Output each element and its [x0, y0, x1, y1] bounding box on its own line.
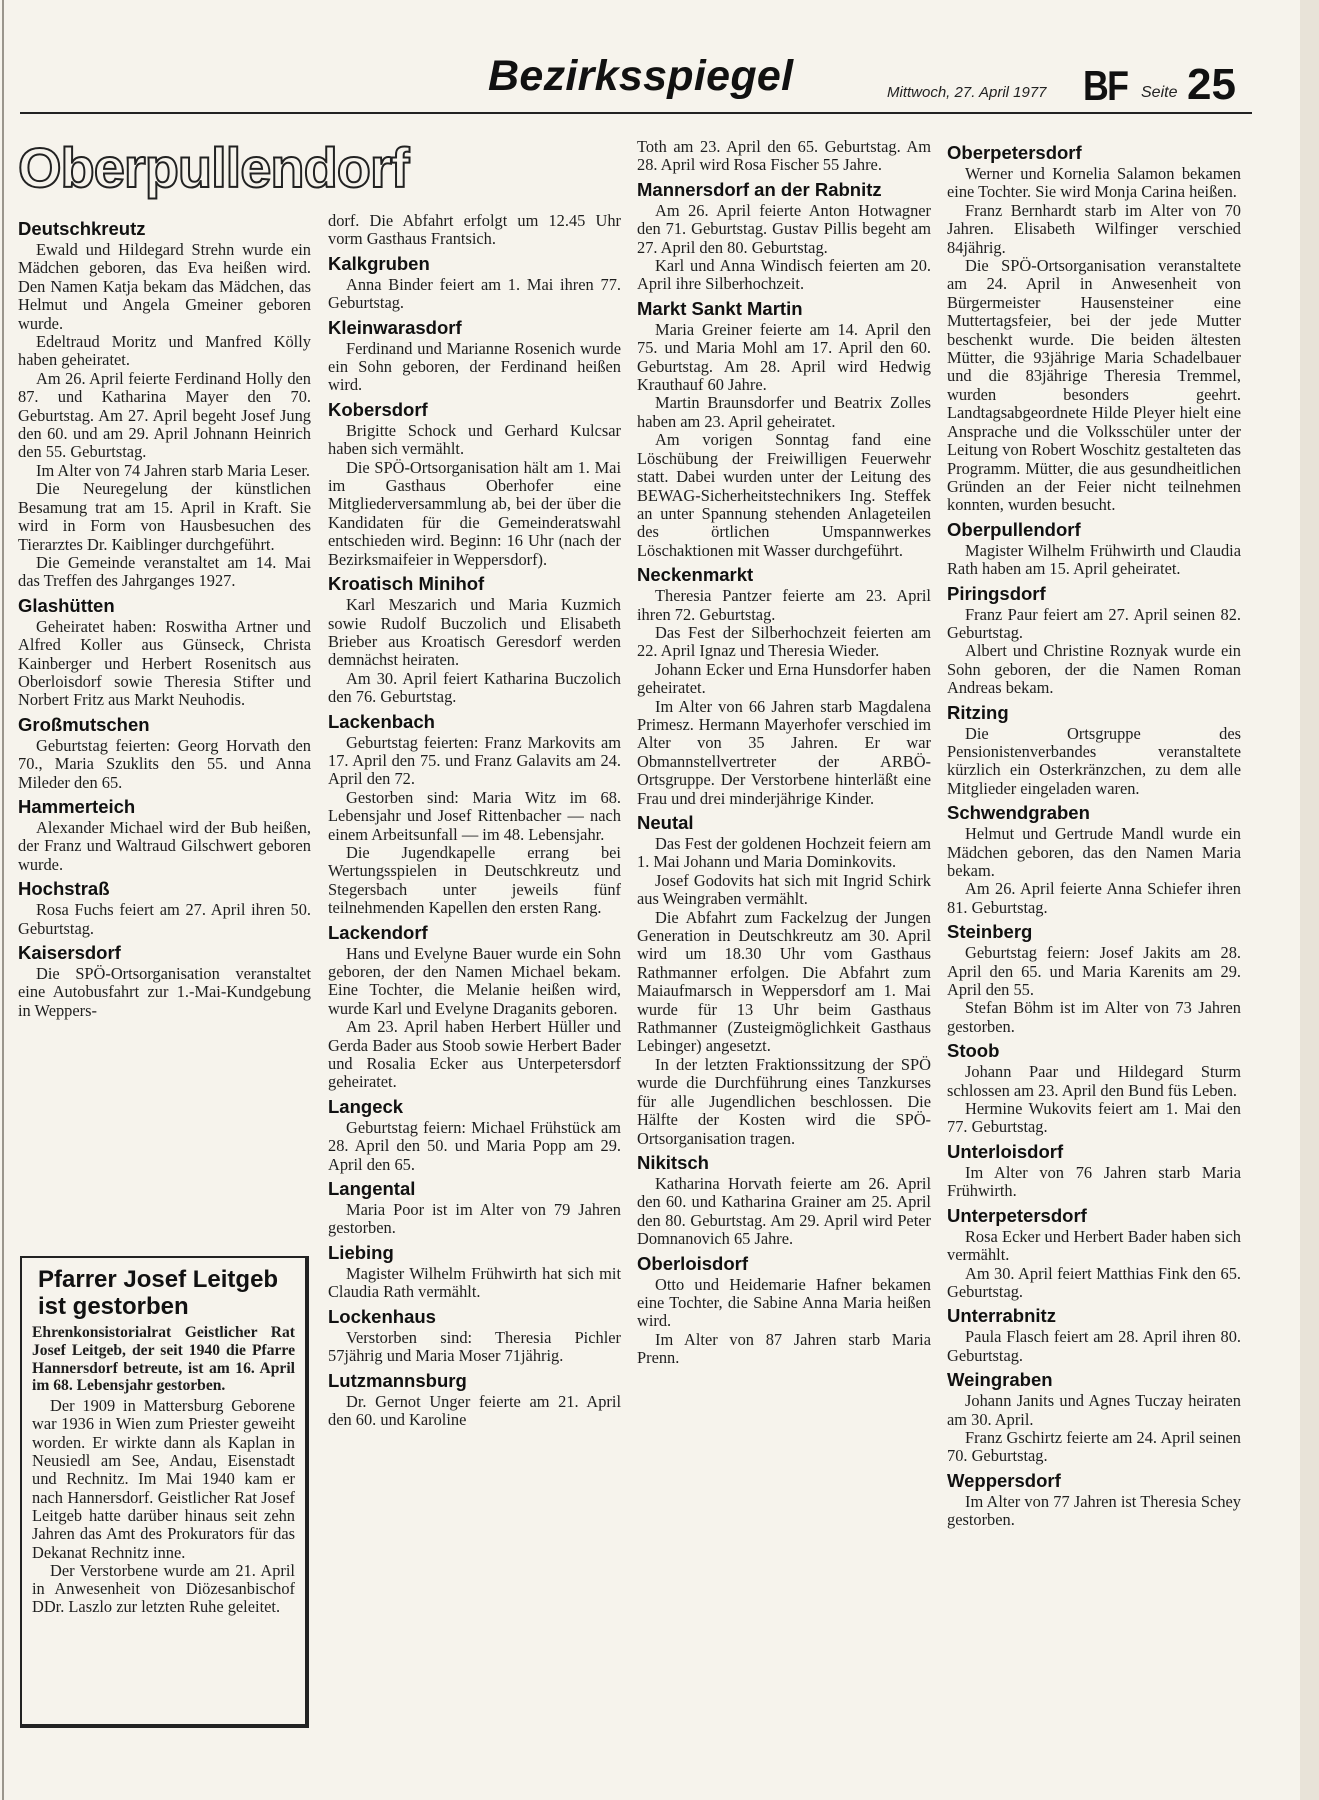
news-paragraph: Paula Flasch feiert am 28. April ihren 80. Geburtstag.	[947, 1327, 1241, 1365]
news-section	[947, 1205, 1241, 1302]
obituary-box	[20, 1256, 309, 1728]
news-paragraph: Geburtstag feiern: Michael Frühstück am 28. April den 50. und Maria Popp am 29. April den 65.	[328, 1117, 621, 1174]
section-heading: Neutal	[637, 812, 694, 833]
section-heading: Weppersdorf	[947, 1469, 1061, 1491]
news-paragraph: Die SPÖ-Ortsorganisation veranstaltet eine Autobusfahrt zur 1.-Mai-Kundgebung in Weppers-	[18, 964, 311, 1020]
news-section	[18, 796, 311, 874]
section-heading: Langental	[328, 1178, 416, 1200]
news-section	[947, 921, 1241, 1036]
district-title: Oberpullendorf	[18, 136, 409, 199]
news-paragraph: Die Ortsgruppe des Pensionistenverbandes veranstaltete kürzlich ein Osterkränzchen, zu dem alle Mitglieder eingeladen waren.	[947, 723, 1241, 798]
news-paragraph: Helmut und Gertrude Mandl wurde ein Mädchen geboren, das den Namen Maria bekam.	[947, 824, 1241, 880]
news-paragraph: Geburtstag feierten: Georg Horvath den 70., Maria Szuklits den 55. und Anna Mileder den 65.	[18, 735, 311, 792]
section-heading: Glashütten	[18, 594, 115, 616]
news-paragraph: Am 30. April feiert Matthias Fink den 65. Geburtstag.	[947, 1263, 1241, 1301]
page-label: Seite	[1141, 84, 1178, 101]
news-paragraph: Am 30. April feiert Katharina Buczolich den 76. Geburtstag.	[328, 668, 621, 707]
news-paragraph: In der letzten Fraktionssitzung der SPÖ wurde die Durchführung eines Tanzkurses für alle Jugendlichen beschlossen. Die Hälfte der Kosten wird die SPÖ-Ortsorganisation tragen.	[637, 1054, 931, 1148]
news-section	[637, 1253, 931, 1368]
news-paragraph: Geheiratet haben: Roswitha Artner und Alfred Koller aus Günseck, Christa Kainberger und Herbert Rosenitsch aus Oberloisdorf sowie Theresia Stifter und Norbert Fritz aus Markt Neuhodis.	[18, 616, 311, 710]
news-paragraph: Die SPÖ-Ortsorganisation hält am 1. Mai im Gasthaus Oberhofer eine Mitgliederversammlung ab, bei der über die Kandidaten für die Gemeinderatswahl entschieden wird. Beginn: 16 Uhr (nach der Bezirksmaifeier in Weppersdorf).	[328, 457, 621, 569]
section-heading: Großmutschen	[18, 713, 150, 735]
news-paragraph: Johann Paar und Hildegard Sturm schlossen am 23. April den Bund füs Leben.	[947, 1062, 1241, 1100]
news-paragraph: Alexander Michael wird der Bub heißen, der Franz und Waltraud Gilschwert geboren wurde.	[18, 817, 311, 874]
news-paragraph: Die Jugendkapelle errang bei Wertungsspielen in Deutschkreutz und Stegersbach unter jeweils fünf teilnehmenden Kapellen den ersten Rang.	[328, 842, 621, 918]
news-section	[947, 1470, 1241, 1530]
news-paragraph: Im Alter von 76 Jahren starb Maria Frühwirth.	[947, 1162, 1241, 1201]
section-heading: Steinberg	[947, 921, 1033, 943]
news-paragraph: Ferdinand und Marianne Rosenich wurde ein Sohn geboren, der Ferdinand heißen wird.	[328, 338, 621, 395]
news-paragraph: Rosa Ecker und Herbert Bader haben sich vermählt.	[947, 1226, 1241, 1265]
page-margin	[1300, 0, 1319, 1800]
section-heading: Lackendorf	[328, 921, 428, 943]
news-section	[947, 142, 1241, 515]
section-heading: Kroatisch Minihof	[328, 573, 485, 595]
news-section	[328, 317, 621, 395]
news-section	[947, 1369, 1241, 1466]
news-paragraph: Johann Janits und Agnes Tuczay heiraten am 30. April.	[947, 1391, 1241, 1429]
news-paragraph: Hans und Evelyne Bauer wurde ein Sohn geboren, der den Namen Michael bekam. Eine Tochter, die Melanie heißen wird, wurde Karl und Evelyne Draganits geboren.	[328, 943, 621, 1018]
news-paragraph: Die Neuregelung der künstlichen Besamung trat am 15. April in Kraft. Sie wird in Form von Hausbesuchen des Tierarztes Dr. Kaiblinger durchgeführt.	[18, 479, 311, 554]
news-paragraph: Geburtstag feiern: Josef Jakits am 28. April den 65. und Maria Karenits am 29. April den 55.	[947, 943, 1241, 1000]
news-paragraph: Die Gemeinde veranstaltet am 14. Mai das Treffen des Jahrganges 1927.	[18, 552, 311, 591]
section-heading: Neckenmarkt	[637, 564, 754, 586]
news-section	[328, 922, 621, 1092]
news-paragraph: Das Fest der goldenen Hochzeit feiern am 1. Mai Johann und Maria Dominkovits.	[637, 834, 931, 872]
section-heading: Schwendgraben	[947, 802, 1090, 824]
issue-date: Mittwoch, 27. April 1977	[887, 84, 1047, 101]
news-section	[328, 1096, 621, 1174]
obituary-lead: Ehrenkonsistorialrat Geistlicher Rat Josef Leitgeb, der seit 1940 die Pfarre Hannersdorf betreute, ist am 16. April im 68. Lebensjahr gestorben.	[32, 1324, 295, 1395]
news-paragraph: Maria Greiner feierte am 14. April den 75. und Maria Mohl am 17. April den 60. Geburtstag. Am 28. April wird Hedwig Krauthauf 60 Jahre.	[637, 319, 931, 395]
section-heading: Mannersdorf an der Rabnitz	[637, 178, 882, 200]
news-paragraph: Die Abfahrt zum Fackelzug der Jungen Generation in Deutschkreutz am 30. April wird um 18.30 Uhr vom Gasthaus Rathmanner erfolgen. Die Abfahrt zum Maiaufmarsch in Weppersdorf am 1. Mai wurde für 13 Uhr beim Gasthaus Rathmanner (Zusteigmöglichkeit Gasthaus Lebinger) angesetzt.	[637, 907, 931, 1056]
news-paragraph: Franz Gschirtz feierte am 24. April seinen 70. Geburtstag.	[947, 1427, 1241, 1466]
section-heading: Langeck	[328, 1095, 404, 1117]
section-heading: Lockenhaus	[328, 1305, 436, 1327]
news-paragraph: Am 26. April feierte Anna Schiefer ihren 81. Geburtstag.	[947, 879, 1241, 917]
news-paragraph: Franz Bernhardt starb im Alter von 70 Jahren. Elisabeth Wilfinger verschied 84jährig.	[947, 200, 1241, 257]
section-heading: Hochstraß	[18, 878, 110, 900]
section-heading: Kleinwarasdorf	[328, 316, 462, 338]
news-paragraph: Rosa Fuchs feiert am 27. April ihren 50. Geburtstag.	[18, 900, 311, 938]
news-section	[328, 1306, 621, 1366]
news-section	[947, 1141, 1241, 1201]
news-paragraph: Otto und Heidemarie Hafner bekamen eine Tochter, die Sabine Anna Maria heißen wird.	[637, 1274, 931, 1331]
newspaper-logo: BF	[1083, 62, 1128, 109]
news-paragraph: Am 26. April feierte Ferdinand Holly den 87. und Katharina Mayer den 70. Geburtstag. Am 27. April begeht Josef Jung den 60. und am 29. April Johnann Heinrich den 55. Geburtstag.	[18, 368, 311, 462]
news-section	[947, 802, 1241, 917]
news-section	[637, 298, 931, 560]
column-1	[18, 214, 311, 1240]
news-section	[947, 702, 1241, 799]
news-section	[328, 253, 621, 313]
news-paragraph: Josef Godovits hat sich mit Ingrid Schirk aus Weingraben vermählt.	[637, 870, 931, 909]
news-section	[637, 179, 931, 294]
news-section	[328, 573, 621, 706]
news-paragraph: Magister Wilhelm Frühwirth hat sich mit Claudia Rath vermählt.	[328, 1263, 621, 1302]
news-section	[947, 1305, 1241, 1365]
news-paragraph: Im Alter von 77 Jahren ist Theresia Schey gestorben.	[947, 1491, 1241, 1530]
news-section	[637, 1152, 931, 1249]
news-section	[18, 714, 311, 792]
news-section	[328, 1370, 621, 1430]
news-paragraph: Im Alter von 87 Jahren starb Maria Prenn.	[637, 1329, 931, 1368]
section-heading: Piringsdorf	[947, 582, 1046, 604]
news-paragraph: Toth am 23. April den 65. Geburtstag. Am 28. April wird Rosa Fischer 55 Jahre.	[637, 138, 931, 175]
news-paragraph: Magister Wilhelm Frühwirth und Claudia Rath haben am 15. April geheiratet.	[947, 540, 1241, 579]
news-paragraph: Brigitte Schock und Gerhard Kulcsar haben sich vermählt.	[328, 420, 621, 459]
section-heading: Lutzmannsburg	[328, 1369, 467, 1391]
news-paragraph: Maria Poor ist im Alter von 79 Jahren gestorben.	[328, 1200, 621, 1238]
section-heading: Oberpullendorf	[947, 518, 1081, 540]
news-section	[637, 564, 931, 808]
news-section	[328, 1242, 621, 1302]
news-paragraph: Hermine Wukovits feiert am 1. Mai den 77. Geburtstag.	[947, 1099, 1241, 1137]
news-paragraph: Am 26. April feierte Anton Hotwagner den 71. Geburtstag. Gustav Pillis begeht am 27. April den 80. Geburtstag.	[637, 200, 931, 257]
news-section	[18, 218, 311, 591]
news-section	[18, 942, 311, 1020]
section-heading: Deutschkreutz	[18, 218, 146, 239]
column-3	[637, 138, 931, 1732]
news-paragraph: Geburtstag feierten: Franz Markovits am 17. April den 75. und Franz Galavits am 24. April den 72.	[328, 732, 621, 789]
masthead-rule	[20, 112, 1252, 114]
news-paragraph: Karl und Anna Windisch feierten am 20. April ihre Silberhochzeit.	[637, 256, 931, 294]
news-paragraph: Am vorigen Sonntag fand eine Löschübung der Freiwilligen Feuerwehr statt. Dabei wurden unter der Leitung des BEWAG-Sicherheitstechnikers Ing. Steffek an unter Spannung stehenden Anlageteilen des örtlichen Umspannwerkes Löschaktionen mit Wasser durchgeführt.	[637, 430, 931, 560]
news-section	[947, 519, 1241, 579]
section-heading: Stoob	[947, 1040, 1000, 1062]
news-paragraph: Martin Braunsdorfer und Beatrix Zolles haben am 23. April geheiratet.	[637, 393, 931, 431]
section-heading: Ritzing	[947, 701, 1009, 723]
section-heading: Oberpetersdorf	[947, 142, 1082, 163]
section-heading: Unterloisdorf	[947, 1140, 1064, 1162]
news-section	[637, 138, 931, 175]
news-paragraph: dorf. Die Abfahrt erfolgt um 12.45 Uhr vorm Gasthaus Frantsich.	[328, 212, 621, 249]
section-heading: Kaisersdorf	[18, 942, 121, 963]
news-paragraph: Das Fest der Silberhochzeit feierten am 22. April Ignaz und Theresia Wieder.	[637, 622, 931, 661]
news-paragraph: Verstorben sind: Theresia Pichler 57jährig und Maria Moser 71jährig.	[328, 1327, 621, 1366]
news-paragraph: Anna Binder feiert am 1. Mai ihren 77. Geburtstag.	[328, 274, 621, 313]
news-section	[328, 399, 621, 569]
masthead	[0, 0, 1319, 120]
obituary-title: Pfarrer Josef Leitgeb ist gestorben	[38, 1266, 279, 1320]
news-paragraph: Katharina Horvath feierte am 26. April den 60. und Katharina Grainer am 25. April den 80. Geburtstag. Am 29. April wird Peter Domnanovich 65 Jahre.	[637, 1173, 931, 1249]
news-paragraph: Im Alter von 66 Jahren starb Magdalena Primesz. Hermann Mayerhofer verschied im Alter von 35 Jahren. Er war Obmannstellvertreter der ARBÖ-Ortsgruppe. Der Verstorbene hinterläßt eine Frau und drei minderjährige Kinder.	[637, 696, 931, 808]
news-paragraph: Franz Paur feiert am 27. April seinen 82. Geburtstag.	[947, 604, 1241, 642]
section-heading: Kobersdorf	[328, 398, 428, 420]
news-paragraph: Am 23. April haben Herbert Hüller und Gerda Bader aus Stoob sowie Herbert Bader und Rosalia Ecker aus Unterpetersdorf geheiratet.	[328, 1017, 621, 1092]
news-paragraph: Ewald und Hildegard Strehn wurde ein Mädchen geboren, das Eva heißen wird. Den Namen Katja bekam das Mädchen, das Helmut und Angela Gmeiner geboren wurde.	[18, 240, 311, 333]
news-paragraph: Albert und Christine Roznyak wurde ein Sohn geboren, der die Namen Roman Andreas bekam.	[947, 641, 1241, 698]
news-section	[637, 812, 931, 1148]
news-paragraph: Stefan Böhm ist im Alter von 73 Jahren gestorben.	[947, 998, 1241, 1036]
section-heading: Weingraben	[947, 1369, 1053, 1391]
section-heading: Hammerteich	[18, 795, 136, 817]
news-paragraph: Johann Ecker und Erna Hunsdorfer haben geheiratet.	[637, 659, 931, 698]
news-paragraph: Karl Meszarich und Maria Kuzmich sowie Rudolf Buczolich und Elisabeth Brieber aus Kroatisch Geresdorf werden demnächst heiraten.	[328, 595, 621, 670]
news-paragraph: Die SPÖ-Ortsorganisation veranstaltete am 24. April in Anwesenheit von Bürgermeister Hausensteiner eine Muttertagsfeier, bei der jede Mutter beschenkt wurde. Die beiden ältesten Mütter, die 93jährige Maria Schadelbauer und die 83jährige Theresia Tremmel, wurden besonders geehrt. Landtagsabgeordnete Hilde Pleyer hielt eine Ansprache und die Volksschüler unter der Leitung von Robert Woschitz gestalteten das Programm. Mütter, die aus gesundheitlichen Gründen an der Feier nicht teilnehmen konnten, wurden besucht.	[947, 256, 1241, 515]
news-section	[947, 583, 1241, 698]
section-heading: Kalkgruben	[328, 252, 430, 274]
section-heading: Oberloisdorf	[637, 1252, 749, 1274]
news-section	[947, 1040, 1241, 1137]
news-paragraph: Edeltraud Moritz und Manfred Kölly haben geheiratet.	[18, 332, 311, 370]
section-heading: Markt Sankt Martin	[637, 297, 803, 319]
section-title: Bezirksspiegel	[488, 52, 794, 100]
news-section	[328, 1178, 621, 1238]
news-section	[18, 595, 311, 710]
news-section	[328, 711, 621, 918]
news-paragraph: Dr. Gernot Unger feierte am 21. April den 60. und Karoline	[328, 1391, 621, 1429]
obituary-paragraph: Der Verstorbene wurde am 21. April in Anwesenheit von Diözesanbischof DDr. Laszlo zur letzten Ruhe geleitet.	[32, 1560, 295, 1617]
page-edge	[2, 0, 4, 1800]
obituary-paragraph: Der 1909 in Mattersburg Geborene war 1936 in Wien zum Priester geweiht worden. Er wirkte dann als Kaplan in Neusiedl am See, Andau, Eisenstadt und Rechnitz. Im Mai 1940 kam er nach Hannersdorf. Geistlicher Rat Josef Leitgeb hatte darüber hinaus seit zehn Jahren das Amt des Prokurators für das Dekanat Rechnitz inne.	[32, 1396, 295, 1562]
news-section	[328, 212, 621, 249]
page-number: 25	[1187, 60, 1236, 109]
section-heading: Unterpetersdorf	[947, 1204, 1087, 1226]
news-paragraph: Gestorben sind: Maria Witz im 68. Lebensjahr und Josef Rittenbacher — nach einem Arbeitsunfall — im 48. Lebensjahr.	[328, 787, 621, 844]
news-section	[18, 878, 311, 938]
news-paragraph: Theresia Pantzer feierte am 23. April ihren 72. Geburtstag.	[637, 586, 931, 624]
column-2	[328, 212, 621, 1732]
section-heading: Unterrabnitz	[947, 1305, 1056, 1327]
news-paragraph: Im Alter von 74 Jahren starb Maria Leser.	[36, 460, 311, 480]
section-heading: Liebing	[328, 1241, 394, 1263]
column-4	[947, 138, 1241, 1732]
news-paragraph: Werner und Kornelia Salamon bekamen eine Tochter. Sie wird Monja Carina heißen.	[947, 164, 1241, 202]
section-heading: Nikitsch	[637, 1151, 709, 1173]
section-heading: Lackenbach	[328, 710, 435, 732]
